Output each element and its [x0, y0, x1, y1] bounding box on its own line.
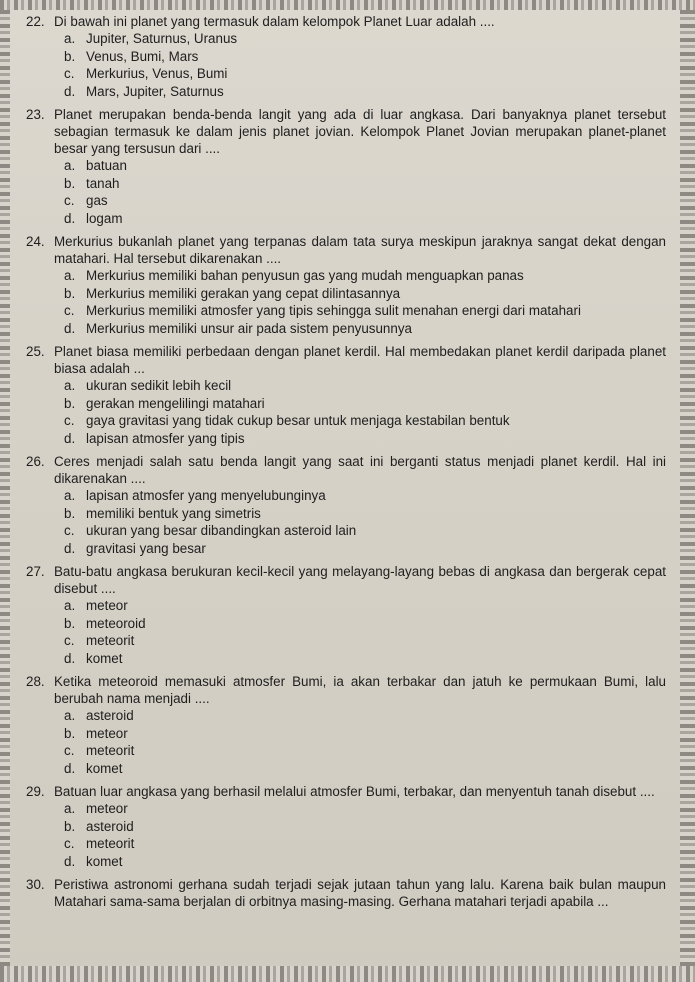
- option-text: lapisan atmosfer yang tipis: [86, 430, 245, 446]
- answer-option[interactable]: [64, 302, 666, 320]
- answer-option[interactable]: [64, 540, 666, 558]
- question-number: 27.: [26, 564, 45, 579]
- answer-option[interactable]: [64, 835, 666, 853]
- option-letter: c.: [64, 413, 75, 428]
- question-23: [26, 106, 666, 227]
- answer-option[interactable]: [64, 650, 666, 668]
- answer-options: [64, 800, 666, 870]
- question-text: Peristiwa astronomi gerhana sudah terjadi sejak jutaan tahun yang lalu. Karena baik bulan maupun Matahari sama-sama berjalan di orbitnya masing-masing. Gerhana matahari terjadi apabila ...: [54, 877, 666, 909]
- option-text: meteorit: [86, 836, 135, 851]
- question-24: [26, 233, 666, 337]
- answer-option[interactable]: [64, 430, 666, 448]
- question-text: Batu-batu angkasa berukuran kecil-kecil yang melayang-layang bebas di angkasa dan bergerak cepat disebut ....: [54, 564, 666, 596]
- option-text: Merkurius memiliki gerakan yang cepat dilintasannya: [86, 285, 401, 301]
- question-text: Planet merupakan benda-benda langit yang ada di luar angkasa. Dari banyaknya planet tersebut sebagian termasuk ke dalam jenis planet jovian. Kelompok Planet Jovian merupakan planet-planet besar yang tersusun dari ....: [54, 107, 666, 156]
- question-27: [26, 563, 666, 667]
- question-28: [26, 673, 666, 777]
- question-list: [26, 13, 666, 916]
- answer-option[interactable]: [64, 760, 666, 778]
- question-number: 23.: [26, 107, 45, 122]
- decorative-border-bottom: [0, 966, 695, 982]
- answer-options: [64, 377, 666, 447]
- answer-option[interactable]: [64, 487, 666, 505]
- answer-option[interactable]: [64, 210, 666, 228]
- answer-options: [64, 30, 666, 100]
- answer-options: [64, 707, 666, 777]
- option-letter: c.: [64, 633, 75, 648]
- answer-option[interactable]: [64, 157, 666, 175]
- option-letter: d.: [64, 540, 76, 556]
- question-stem: [26, 876, 666, 910]
- answer-option[interactable]: [64, 48, 666, 66]
- option-letter: a.: [64, 708, 76, 723]
- answer-option[interactable]: [64, 320, 666, 338]
- answer-option[interactable]: [64, 412, 666, 430]
- option-text: Jupiter, Saturnus, Uranus: [86, 31, 238, 46]
- question-number: 26.: [26, 454, 45, 469]
- question-text: Ceres menjadi salah satu benda langit yang saat ini berganti status menjadi planet kerdil. Hal ini dikarenakan ....: [54, 454, 666, 486]
- answer-options: [64, 267, 666, 337]
- option-letter: c.: [64, 523, 75, 538]
- answer-option[interactable]: [64, 395, 666, 413]
- option-letter: c.: [64, 66, 75, 81]
- option-text: lapisan atmosfer yang menyelubunginya: [86, 488, 326, 503]
- answer-option[interactable]: [64, 853, 666, 871]
- option-text: gaya gravitasi yang tidak cukup besar untuk menjaga kestabilan bentuk: [86, 413, 510, 428]
- option-text: meteoroid: [86, 615, 146, 631]
- answer-option[interactable]: [64, 742, 666, 760]
- option-text: Mars, Jupiter, Saturnus: [86, 83, 224, 99]
- option-text: komet: [86, 853, 123, 869]
- option-text: asteroid: [86, 708, 134, 723]
- answer-option[interactable]: [64, 267, 666, 285]
- option-letter: b.: [64, 175, 76, 191]
- answer-options: [64, 157, 666, 227]
- option-text: Merkurius memiliki unsur air pada sistem penyusunnya: [86, 320, 412, 336]
- answer-options: [64, 597, 666, 667]
- option-text: ukuran sedikit lebih kecil: [86, 378, 232, 393]
- option-letter: c.: [64, 193, 75, 208]
- question-number: 30.: [26, 877, 45, 892]
- option-letter: a.: [64, 801, 76, 816]
- question-30: [26, 876, 666, 910]
- option-text: meteor: [86, 801, 128, 816]
- question-number: 25.: [26, 344, 45, 359]
- answer-option[interactable]: [64, 83, 666, 101]
- option-letter: b.: [64, 285, 76, 301]
- question-text: Merkurius bukanlah planet yang terpanas dalam tata surya meskipun jaraknya sangat dekat dengan matahari. Hal tersebut dikarenakan ....: [54, 234, 666, 266]
- answer-option[interactable]: [64, 377, 666, 395]
- option-text: meteorit: [86, 743, 135, 758]
- option-letter: c.: [64, 303, 75, 318]
- question-stem: [26, 673, 666, 707]
- question-stem: [26, 783, 666, 800]
- option-text: memiliki bentuk yang simetris: [86, 505, 261, 521]
- question-stem: [26, 13, 666, 30]
- answer-option[interactable]: [64, 800, 666, 818]
- question-number: 22.: [26, 14, 45, 29]
- option-letter: d.: [64, 853, 76, 869]
- question-text: Planet biasa memiliki perbedaan dengan planet kerdil. Hal membedakan planet kerdil daripada planet biasa adalah ...: [54, 344, 666, 376]
- question-25: [26, 343, 666, 447]
- question-stem: [26, 233, 666, 267]
- option-text: Merkurius memiliki atmosfer yang tipis sehingga sulit menahan energi dari matahari: [86, 303, 581, 318]
- answer-option[interactable]: [64, 725, 666, 743]
- option-text: gerakan mengelilingi matahari: [86, 395, 265, 411]
- answer-option[interactable]: [64, 632, 666, 650]
- answer-option[interactable]: [64, 505, 666, 523]
- option-letter: a.: [64, 158, 76, 173]
- question-number: 29.: [26, 784, 45, 799]
- answer-options: [64, 487, 666, 557]
- option-letter: b.: [64, 615, 76, 631]
- option-text: Merkurius memiliki bahan penyusun gas yang mudah menguapkan panas: [86, 268, 524, 283]
- answer-option[interactable]: [64, 65, 666, 83]
- option-text: Merkurius, Venus, Bumi: [86, 66, 228, 81]
- answer-option[interactable]: [64, 192, 666, 210]
- option-text: batuan: [86, 158, 127, 173]
- answer-option[interactable]: [64, 30, 666, 48]
- option-text: logam: [86, 210, 123, 226]
- option-text: komet: [86, 760, 123, 776]
- option-letter: d.: [64, 83, 76, 99]
- question-stem: [26, 563, 666, 597]
- decorative-border-right: [680, 10, 695, 966]
- option-letter: a.: [64, 31, 76, 46]
- option-text: ukuran yang besar dibandingkan asteroid lain: [86, 523, 357, 538]
- option-letter: c.: [64, 743, 75, 758]
- option-text: gravitasi yang besar: [86, 540, 206, 556]
- question-29: [26, 783, 666, 870]
- option-letter: d.: [64, 760, 76, 776]
- option-text: meteor: [86, 598, 128, 613]
- option-letter: a.: [64, 378, 76, 393]
- option-text: komet: [86, 650, 123, 666]
- question-stem: [26, 343, 666, 377]
- question-22: [26, 13, 666, 100]
- option-letter: b.: [64, 48, 76, 64]
- answer-option[interactable]: [64, 615, 666, 633]
- option-letter: a.: [64, 268, 76, 283]
- answer-option[interactable]: [64, 597, 666, 615]
- option-text: gas: [86, 193, 108, 208]
- option-text: asteroid: [86, 818, 134, 834]
- option-letter: d.: [64, 430, 76, 446]
- decorative-border-top: [0, 0, 695, 10]
- option-letter: d.: [64, 320, 76, 336]
- question-text: Batuan luar angkasa yang berhasil melalui atmosfer Bumi, terbakar, dan menyentuh tanah disebut ....: [54, 784, 655, 799]
- answer-option[interactable]: [64, 522, 666, 540]
- option-letter: b.: [64, 395, 76, 411]
- answer-option[interactable]: [64, 285, 666, 303]
- answer-option[interactable]: [64, 818, 666, 836]
- question-text: Ketika meteoroid memasuki atmosfer Bumi, ia akan terbakar dan jatuh ke permukaan Bumi, lalu berubah nama menjadi ....: [54, 674, 666, 706]
- question-stem: [26, 106, 666, 157]
- answer-option[interactable]: [64, 175, 666, 193]
- option-letter: b.: [64, 818, 76, 834]
- question-stem: [26, 453, 666, 487]
- question-number: 24.: [26, 234, 45, 249]
- option-letter: b.: [64, 725, 76, 741]
- decorative-border-left: [0, 10, 10, 966]
- option-text: Venus, Bumi, Mars: [86, 48, 199, 64]
- option-letter: a.: [64, 488, 76, 503]
- option-letter: d.: [64, 210, 76, 226]
- answer-option[interactable]: [64, 707, 666, 725]
- question-text: Di bawah ini planet yang termasuk dalam kelompok Planet Luar adalah ....: [54, 14, 495, 29]
- question-26: [26, 453, 666, 557]
- option-text: meteor: [86, 725, 128, 741]
- option-letter: c.: [64, 836, 75, 851]
- option-text: tanah: [86, 175, 120, 191]
- option-letter: b.: [64, 505, 76, 521]
- option-letter: a.: [64, 598, 76, 613]
- option-letter: d.: [64, 650, 76, 666]
- option-text: meteorit: [86, 633, 135, 648]
- question-number: 28.: [26, 674, 45, 689]
